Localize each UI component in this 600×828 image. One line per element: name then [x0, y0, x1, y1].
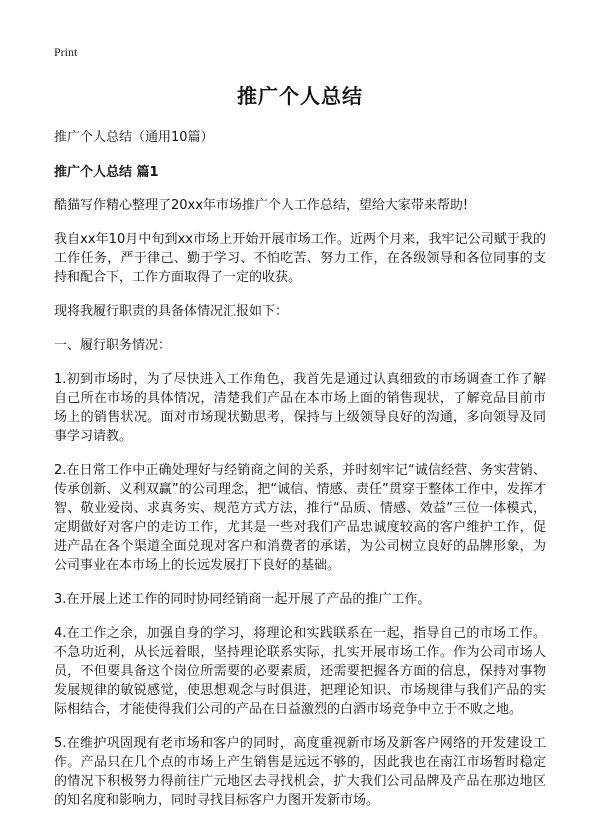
list-item: 2.在日常工作中正确处理好与经销商之间的关系，并时刻牢记“诚信经营、务实营销、传承创新、义利双赢”的公司理念，把“诚信、情感、责任”贯穿于整体工作中，发挥才智、敬业爱岗、求真务实、规范方式方法，推行“品质、情感、效益”三位一体模式，定期做好对客户的走访工作，尤其是一些对我们产品忠诚度较高的客户维护工作，促进产品在各个渠道全面兑现对客户和消费者的承诺，为公司树立良好的品牌形象，为公司事业在本市场上的长远发展打下良好的基础。 — [54, 463, 546, 573]
list-item: 5.在维护巩固现有老市场和客户的同时，高度重视新市场及新客户网络的开发建设工作。产品只在几个点的市场上产生销售是远远不够的，因此我也在南江市场暂时稳定的情况下积极努力得前往广元地区去寻找机会，扩大我们公司品牌及产品在那边地区的知名度和影响力，同时寻找目标客户力图开发新市场。 — [54, 736, 546, 808]
list-item: 3.在开展上述工作的同时协同经销商一起开展了产品的推广工作。 — [54, 592, 431, 607]
section-heading: 推广个人总结 篇1 — [54, 165, 159, 180]
list-item: 4.在工作之余，加强自身的学习，将理论和实践联系在一起，指导自己的市场工作。不急功近利，从长远着眼，坚持理论联系实际，扎实开展市场工作。作为公司市场人员，不但要具备这个岗位所需要的必要素质，还需要把握各方面的信息，保持对事物发展规律的敏锐感觉，使思想观念与时俱进，把理论知识、市场规律与我们产品的实际相结合，才能使得我们公司的产品在日益激烈的白酒市场竞争中立于不败之地。 — [54, 626, 546, 717]
body-paragraph: 我自xx年10月中旬到xx市场上开始开展市场工作。近两个月来，我牢记公司赋于我的工作任务，严于律己、勤于学习、不怕吃苦、努力工作，在各级领导和各位同事的支持和配合下，工作方面取得了一定的收获。 — [54, 232, 546, 285]
list-heading: 一、履行职务情况： — [54, 338, 172, 353]
body-paragraph: 现将我履行职责的具备体情况汇报如下： — [54, 304, 289, 319]
intro-paragraph: 酷猫写作精心整理了20xx年市场推广个人工作总结，望给大家带来帮助! — [54, 198, 469, 213]
document-subtitle: 推广个人总结（通用10篇） — [54, 130, 214, 145]
document-title: 推广个人总结 — [237, 84, 363, 108]
print-link[interactable]: Print — [54, 45, 78, 59]
list-item: 1.初到市场时，为了尽快进入工作角色，我首先是通过认真细致的市场调查工作了解自己所在市场的具体情况，清楚我们产品在本市场上面的销售现状，了解竞品目前市场上的销售状况。面对市场现状勤思考，保持与上级领导良好的沟通，多向领导及同事学习请教。 — [54, 372, 546, 444]
